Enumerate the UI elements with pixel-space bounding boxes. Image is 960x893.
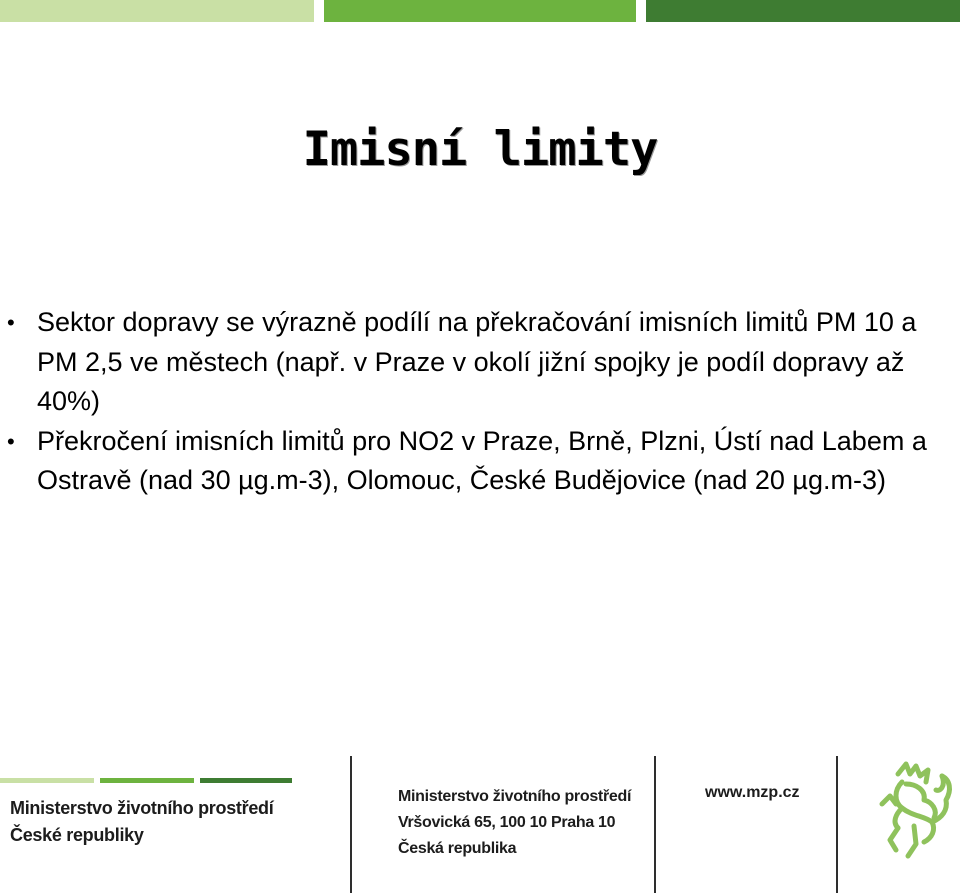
bullet-list: [0, 303, 960, 501]
address-line: Česká republika: [398, 840, 517, 857]
footer-bar-light: [0, 778, 94, 783]
website-link[interactable]: www.mzp.cz: [705, 784, 800, 801]
address-line: Ministerstvo životního prostředí: [398, 788, 632, 805]
footer: [0, 750, 960, 893]
bullet-item: [0, 303, 960, 422]
logo-line-1: Ministerstvo životního prostředí: [10, 798, 274, 818]
footer-divider: [836, 756, 838, 893]
footer-address: [398, 784, 631, 862]
bullet-text: Překročení imisních limitů pro NO2 v Praze, Brně, Plzni, Ústí nad Labem a Ostravě (nad 30 µg.m-3), Olomouc, České Budějovice (nad 20 µg.m-3): [37, 425, 927, 495]
bullet-item: [0, 422, 960, 501]
footer-bar-mid: [100, 778, 194, 783]
logo-line-2: České republiky: [10, 825, 144, 845]
address-line: Vršovická 65, 100 10 Praha 10: [398, 814, 616, 831]
top-bar-dark: [646, 0, 960, 22]
bullet-icon: •: [7, 310, 15, 335]
slide-title: Imisní limity: [302, 122, 658, 177]
bullet-text: Sektor dopravy se výrazně podílí na překračování imisních limitů PM 10 a PM 2,5 ve městech (např. v Praze v okolí jižní spojky je podíl dopravy až 40%): [37, 307, 917, 416]
footer-divider: [654, 756, 656, 893]
top-bar-mid: [324, 0, 636, 22]
lion-icon: [876, 760, 956, 860]
footer-divider: [350, 756, 352, 893]
ministry-logo: [10, 795, 273, 849]
top-bar-light: [0, 0, 314, 22]
footer-bar-dark: [200, 778, 292, 783]
bullet-icon: •: [7, 428, 15, 454]
